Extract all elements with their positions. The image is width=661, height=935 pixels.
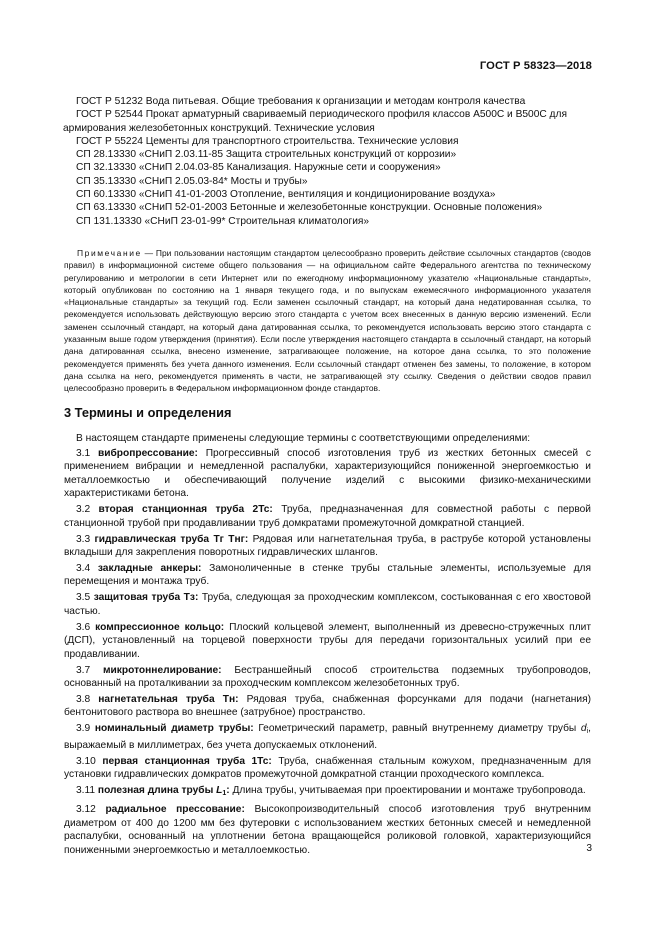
- term-definition: [64, 447, 591, 501]
- reference-item: СП 28.13330 «СНиП 2.03.11-85 Защита строительных конструкций от коррозии»: [76, 149, 457, 161]
- term-definition: [64, 503, 591, 530]
- term-text: Труба, следующая за проходческим комплексом, состыкованная с его хвостовой частью.: [64, 592, 591, 617]
- term-name: радиальное прессование:: [105, 804, 245, 816]
- term-text: Прогрессивный способ изготовления труб из жестких бетонных смесей с применением вибрации и немедленной распалубки, характеризующийся пониженной энергоемкостью и металлоемкостью и обеспечивающий получение изделий с высокими физико-механическими характеристиками бетона.: [64, 448, 591, 500]
- term-text: Замоноличенные в стенке трубы стальные элементы, используемые для перемещения и монтажа труб.: [64, 563, 592, 588]
- diameter-symbol: d: [580, 723, 587, 735]
- term-definition: [64, 784, 591, 800]
- term-number: 3.8: [76, 694, 91, 706]
- terms-section: [64, 432, 591, 860]
- term-text: Рядовая или нагнетательная труба, в раструбе которой установлены вкладыши для закрепления поворотных гидравлических шлангов.: [64, 533, 591, 559]
- term-name: гидравлическая труба Тг Тнг:: [94, 533, 249, 545]
- term-number: 3.6: [76, 621, 91, 633]
- term-text: Труба, снабженная стальным кожухом, предназначенным для установки гидравлических домкратов промежуточной домкратной станции проходческого комплекса.: [64, 755, 591, 781]
- normative-references: [63, 95, 591, 228]
- term-definition: [64, 755, 591, 782]
- page-number: 3: [586, 843, 592, 854]
- term-text: Плоский кольцевой элемент, выполненный из древесно-стружечных плит (ДСП), установленный на торцевой поверхности трубы для передачи горизонтальных усилий при ее продавливании.: [64, 621, 591, 660]
- term-definition: [64, 664, 591, 691]
- note-text: — При пользовании настоящим стандартом целесообразно проверить действие ссылочных стандартов (сводов правил) в информационной системе общего пользования — на официальном сайте Федерального агентства по техническому регулированию и метрологии в сети Интернет или по ежегодному информационному указателю «Национальные стандарты», который опубликован по состоянию на 1 января текущего года, и по выпускам ежемесячного информационного указателя «Национальные стандарты» за текущий год. Если заменен ссылочный стандарт, на который дана недатированная ссылка, то рекомендуется использовать действующую версию этого стандарта с учетом всех внесенных в данную версию изменений. Если заменен ссылочный стандарт, на который дана датированная ссылка, то рекомендуется использовать версию этого стандарта с указанным выше годом утверждения (принятия). Если после утверждения настоящего стандарта в ссылочный стандарт, на который дана датированная ссылка, внесено изменение, затрагивающее положение, на которое дана ссылка, то это положение рекомендуется применять без учета данного изменения. Если ссылочный стандарт отменен без замены, то положение, в котором дана ссылка на него, рекомендуется применять в части, не затрагивающей эту ссылку. Сведения о действии сводов правил целесообразно проверить в Федеральном информационном фонде стандартов.: [64, 248, 591, 394]
- term-text: Геометрический параметр, равный внутреннему диаметру трубы: [253, 723, 581, 735]
- term-name: нагнетательная труба Тн:: [98, 694, 239, 706]
- length-subscript: 1: [222, 790, 227, 798]
- reference-item: СП 63.13330 «СНиП 52-01-2003 Бетонные и железобетонные конструкции. Основные положения»: [76, 202, 543, 214]
- term-text: Труба, предназначенная для совместной работы с первой станционной трубой при продавливании труб домкратами промежуточной домкратной станцией.: [64, 504, 591, 529]
- reference-item: ГОСТ Р 51232 Вода питьевая. Общие требования к организации и методам контроля качества: [76, 96, 526, 107]
- term-number: 3.1: [76, 448, 91, 459]
- term-name-part: полезная длина трубы: [97, 785, 217, 797]
- term-text: , выражаемый в миллиметрах, без учета допускаемых отклонений.: [64, 723, 591, 751]
- term-name: вибропрессование:: [97, 448, 198, 459]
- diameter-subscript: i: [586, 728, 589, 736]
- term-definition: [64, 591, 591, 618]
- term-number: 3.9: [76, 723, 91, 735]
- note-label: Примечание: [77, 248, 142, 258]
- reference-item: СП 35.13330 «СНиП 2.05.03-84* Мосты и трубы»: [76, 175, 308, 187]
- term-definition: [64, 533, 591, 560]
- term-text: Высокопроизводительный способ изготовления труб внутренним диаметром от 400 до 1200 мм без футеровки с использованием жестких бетонных смесей и немедленной распалубки, основанный на уплотнении бетона вращающейся роликовой головкой, характеризующийся пониженными энергоемкостью и металлоемкостью.: [64, 804, 591, 856]
- term-number: 3.11: [76, 785, 96, 797]
- term-name: компрессионное кольцо:: [95, 621, 225, 633]
- term-definition: [64, 722, 591, 752]
- section-title: 3 Термины и определения: [64, 405, 232, 420]
- term-name: микротоннелирование:: [102, 664, 222, 676]
- term-number: 3.2: [76, 504, 91, 516]
- document-code: ГОСТ Р 58323—2018: [479, 60, 592, 72]
- term-definition: [64, 693, 591, 720]
- note-paragraph: [64, 247, 591, 395]
- term-name: закладные анкеры:: [97, 563, 202, 575]
- term-name: [98, 785, 230, 796]
- term-number: 3.4: [76, 563, 91, 575]
- reference-item: ГОСТ Р 52544 Прокат арматурный свариваемый периодического профиля классов А500С и В500С для армирования железобетонных конструкций. Технические условия: [63, 109, 567, 134]
- term-name: номинальный диаметр трубы:: [94, 723, 254, 735]
- term-name: первая станционная труба 1Тс:: [102, 755, 272, 767]
- reference-item: ГОСТ Р 55224 Цементы для транспортного строительства. Технические условия: [76, 135, 459, 147]
- term-number: 3.7: [76, 664, 91, 676]
- term-definition: [64, 621, 591, 661]
- reference-item: СП 60.13330 «СНиП 41-01-2003 Отопление, вентиляция и кондиционирование воздуха»: [76, 189, 496, 201]
- term-number: 3.12: [76, 804, 96, 816]
- term-number: 3.5: [76, 592, 91, 604]
- term-name-colon: :: [226, 785, 230, 797]
- term-definition: [64, 562, 591, 589]
- section-intro: В настоящем стандарте применены следующие термины с соответствующими определениями:: [76, 433, 531, 444]
- term-text: Длина трубы, учитываемая при проектировании и монтаже трубопровода.: [229, 785, 586, 797]
- term-definition: [64, 803, 591, 857]
- term-number: 3.3: [76, 533, 91, 545]
- term-name: защитовая труба Тз:: [93, 592, 199, 604]
- length-symbol: L: [216, 785, 223, 797]
- term-number: 3.10: [76, 755, 96, 767]
- term-name: вторая станционная труба 2Тс:: [98, 504, 273, 516]
- term-text: Рядовая труба, снабженная форсунками для подачи (нагнетания) бентонитового раствора во внешнее (затрубное) пространство.: [64, 694, 591, 719]
- reference-item: СП 131.13330 «СНиП 23-01-99* Строительная климатология»: [76, 215, 370, 227]
- term-text: Бестраншейный способ строительства подземных трубопроводов, основанный на проталкивании за проходческим комплексом железобетонных труб.: [64, 664, 591, 690]
- reference-item: СП 32.13330 «СНиП 2.04.03-85 Канализация. Наружные сети и сооружения»: [76, 162, 441, 174]
